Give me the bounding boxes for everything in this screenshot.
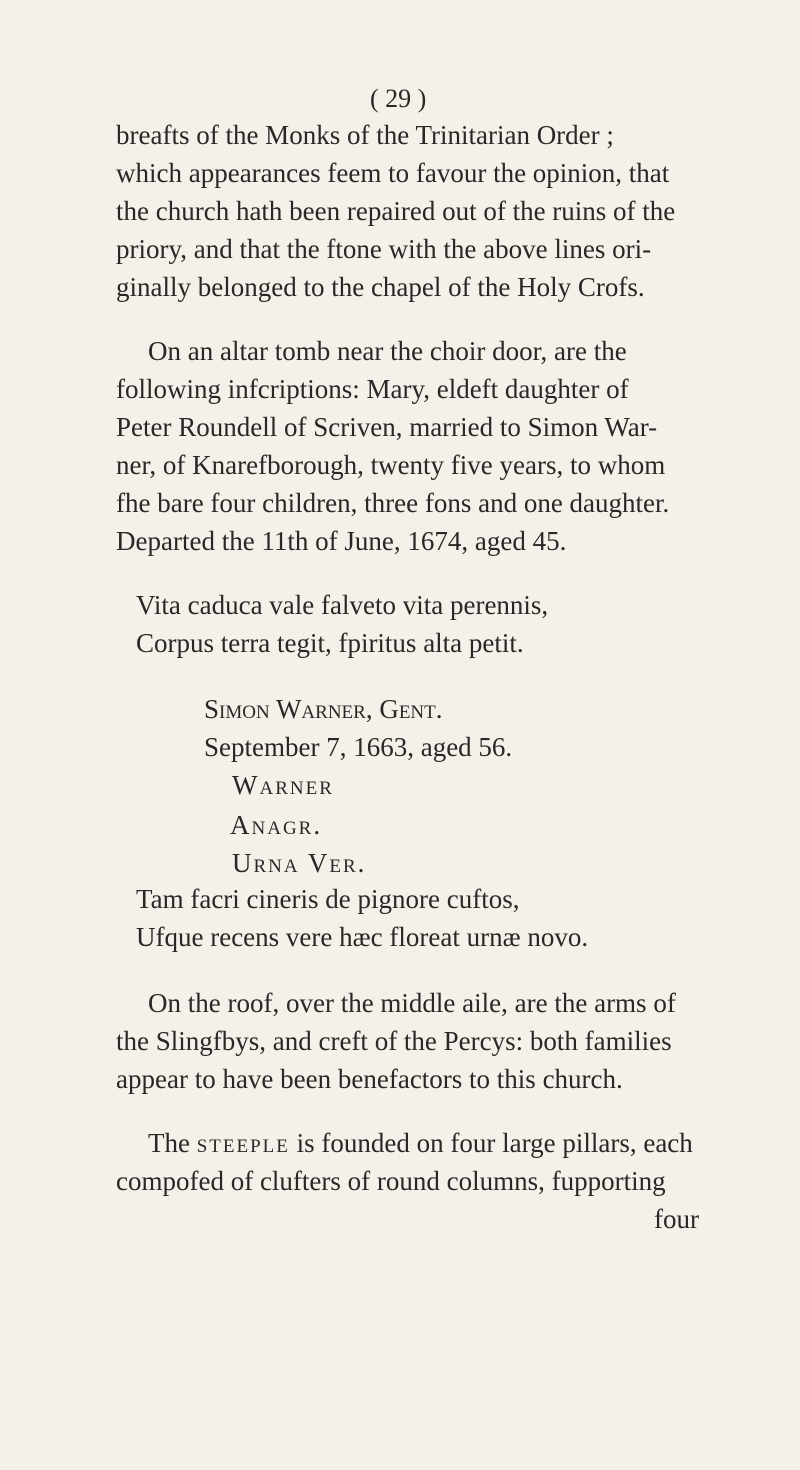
text-line: which appearances feem to favour the opinion, that [116,158,670,188]
text-line: fhe bare four children, three fons and one daughter. [116,488,670,518]
steeple-word: steeple [196,1128,290,1158]
epitaph-anagr: Anagr. [230,810,323,840]
text-line: the Slingfbys, and creft of the Percys: both families [116,1026,672,1056]
verse-line: Ufque recens vere hæc floreat urnæ novo. [136,922,589,952]
text-line: ner, of Knarefborough, twenty five years, to whom [116,450,666,480]
text-line [148,1126,693,1160]
text-line: Peter Roundell of Scriven, married to Simon War- [116,412,658,442]
verse-line: Corpus terra tegit, fpiritus alta petit. [136,628,524,658]
text-line: the church hath been repaired out of the ruins of the [116,196,676,226]
text-line: following infcriptions: Mary, eldeft daughter of [116,374,629,404]
epitaph-urna-ver: Urna Ver. [232,848,367,878]
text-line: appear to have been benefactors to this church. [116,1064,623,1094]
text-line: compofed of clufters of round columns, fupporting [116,1166,666,1196]
verse-line: Tam facri cineris de pignore cuftos, [136,884,520,914]
text-line: On the roof, over the middle aile, are the arms of [148,988,676,1018]
text-fragment: The [148,1128,190,1158]
text-line: ginally belonged to the chapel of the Holy Crofs. [116,272,645,302]
catchword: four [654,1204,699,1234]
epitaph-name: Simon Warner, Gent. [204,694,443,724]
verse-line: Vita caduca vale falveto vita perennis, [136,590,549,620]
text-fragment: is founded on four large pillars, each [296,1128,693,1158]
text-line: On an altar tomb near the choir door, are the [148,336,627,366]
page-number: ( 29 ) [370,84,427,113]
epitaph-date: September 7, 1663, aged 56. [204,732,513,762]
text-line: Departed the 11th of June, 1674, aged 45. [116,526,567,556]
text-line: priory, and that the ftone with the above lines ori- [116,234,652,264]
epitaph-warner: Warner [232,770,334,800]
text-line: breafts of the Monks of the Trinitarian Order ; [116,120,614,150]
